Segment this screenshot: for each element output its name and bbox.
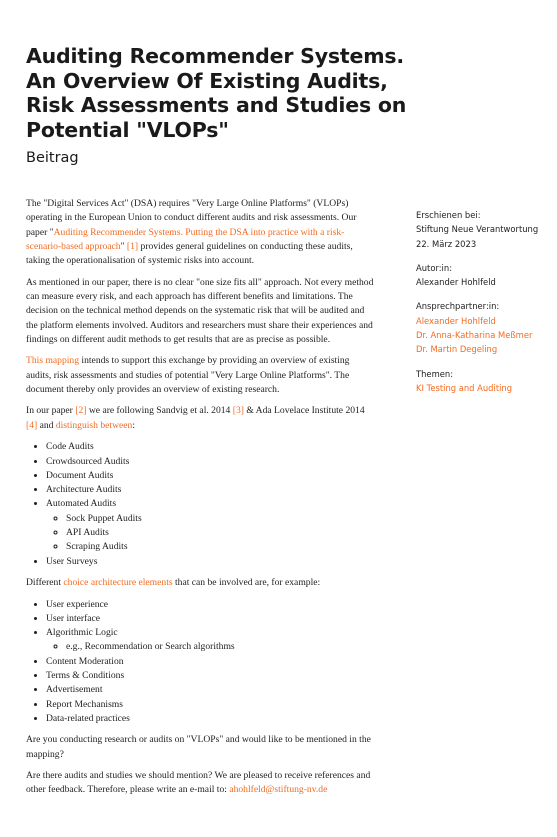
contacts-label: Ansprechpartner:in: bbox=[416, 301, 500, 312]
topics-label: Themen: bbox=[416, 368, 454, 379]
page-title: Auditing Recommender Systems. An Overview Of Existing Audits, Risk Assessments and Studies on Potential "VLOPs" bbox=[26, 44, 407, 142]
distinguish-link[interactable]: distinguish between bbox=[55, 419, 133, 431]
choice-architecture-link[interactable]: choice architecture elements bbox=[63, 577, 173, 589]
list-item: • Architecture Audits bbox=[46, 483, 376, 497]
list-item: • User interface bbox=[46, 612, 376, 626]
contact-link-degeling[interactable]: Dr. Martin Degeling bbox=[416, 344, 498, 355]
distinguish-text-c: & Ada Lovelace Institute 2014 bbox=[243, 405, 365, 417]
intro-text-c: provides general guidelines on conducting these audits, taking the operationalisation of systemic risks into account. bbox=[26, 240, 353, 267]
reference-link-3[interactable]: [3] bbox=[232, 405, 244, 417]
author-name: Alexander Hohlfeld bbox=[416, 277, 496, 288]
published-label: Erschienen bei: bbox=[416, 210, 481, 220]
reference-link-2[interactable]: [2] bbox=[75, 405, 87, 417]
elements-paragraph bbox=[26, 576, 376, 590]
paper-link[interactable]: Auditing Recommender Systems. Putting the DSA into practice with a risk-scenario-based approach bbox=[26, 226, 345, 252]
feedback-paragraph bbox=[26, 769, 376, 798]
contacts-group bbox=[416, 299, 552, 356]
automated-audits-sublist bbox=[46, 512, 376, 555]
sublist-item: ◦ Sock Puppet Audits bbox=[66, 512, 376, 526]
sublist-item: ◦ Scraping Audits bbox=[66, 540, 376, 554]
author-label: Autor:in: bbox=[416, 262, 453, 273]
distinguish-paragraph bbox=[26, 404, 376, 433]
elements-text-b: that can be involved are, for example: bbox=[172, 577, 321, 589]
list-item-label: Automated Audits bbox=[46, 498, 117, 510]
approach-paragraph: As mentioned in our paper, there is no clear "one size fits all" approach. Not every method can measure every risk, and each approach has different benefits and limitations. The decision on the technical method depends on the systematic risk that will be audited and the platform elements involved. Auditors and researchers must share their experiences and findings on different audit methods to get results that are as precise as possible. bbox=[26, 276, 374, 345]
algorithmic-logic-sublist bbox=[46, 640, 376, 654]
article-body bbox=[26, 197, 376, 805]
sublist-item: ◦ e.g., Recommendation or Search algorithms bbox=[66, 640, 376, 654]
list-item-algorithmic bbox=[46, 626, 376, 655]
topic-link-ki-testing[interactable]: KI Testing and Auditing bbox=[416, 382, 513, 393]
distinguish-text-b: we are following Sandvig et al. 2014 bbox=[86, 405, 233, 417]
list-item: • Code Audits bbox=[46, 440, 376, 454]
sublist-item: ◦ API Audits bbox=[66, 526, 376, 540]
audit-types-list bbox=[26, 440, 376, 569]
list-item: • Crowdsourced Audits bbox=[46, 455, 376, 469]
list-item: • Data-related practices bbox=[46, 712, 376, 726]
list-item-automated bbox=[46, 497, 376, 554]
feedback-text: Are there audits and studies we should mention? We are pleased to receive references and other feedback. Therefore, please write an e-mail to: bbox=[26, 770, 371, 796]
page-subtitle: Beitrag bbox=[26, 150, 79, 166]
intro-text-b: " bbox=[120, 240, 127, 252]
article-meta-sidebar bbox=[416, 208, 552, 405]
list-item: • Document Audits bbox=[46, 469, 376, 483]
intro-paragraph bbox=[26, 197, 376, 268]
mapping-link[interactable]: This mapping bbox=[26, 355, 80, 367]
distinguish-text-d: and bbox=[37, 419, 56, 431]
reference-link-4[interactable]: [4] bbox=[26, 419, 38, 431]
author-group bbox=[416, 261, 552, 290]
list-item: • Content Moderation bbox=[46, 655, 376, 669]
list-item-label: Algorithmic Logic bbox=[46, 627, 118, 639]
email-link[interactable]: ahohlfeld@stiftung-nv.de bbox=[229, 784, 328, 796]
elements-list bbox=[26, 598, 376, 727]
published-group bbox=[416, 208, 552, 251]
contact-link-messmer[interactable]: Dr. Anna-Katharina Meßmer bbox=[416, 330, 533, 341]
contact-link-hohlfeld[interactable]: Alexander Hohlfeld bbox=[416, 315, 496, 326]
publisher-name: Stiftung Neue Verantwortung bbox=[416, 224, 539, 235]
distinguish-text-a: In our paper bbox=[26, 405, 76, 417]
mapping-paragraph bbox=[26, 354, 376, 397]
publish-date: 22. März 2023 bbox=[416, 238, 477, 249]
list-item: • User Surveys bbox=[46, 555, 376, 569]
intro-text-a: The "Digital Services Act" (DSA) requires "Very Large Online Platforms" (VLOPs) operating in the European Union to conduct different audits and risk assessments. Our paper " bbox=[26, 198, 357, 238]
topics-group bbox=[416, 367, 552, 396]
call-paragraph: Are you conducting research or audits on "VLOPs" and would like to be mentioned in the mapping? bbox=[26, 734, 371, 760]
list-item: • Terms & Conditions bbox=[46, 669, 376, 683]
list-item: • Advertisement bbox=[46, 683, 376, 697]
list-item: • Report Mechanisms bbox=[46, 698, 376, 712]
list-item: • User experience bbox=[46, 598, 376, 612]
reference-link-1[interactable]: [1] bbox=[126, 240, 139, 252]
distinguish-text-e: : bbox=[132, 419, 135, 431]
elements-text-a: Different bbox=[26, 577, 64, 589]
mapping-text: intends to support this exchange by providing an overview of existing audits, risk assessments and studies of potential "Very Large Online Platforms". The document thereby only provides an overview of existing research. bbox=[26, 355, 350, 395]
